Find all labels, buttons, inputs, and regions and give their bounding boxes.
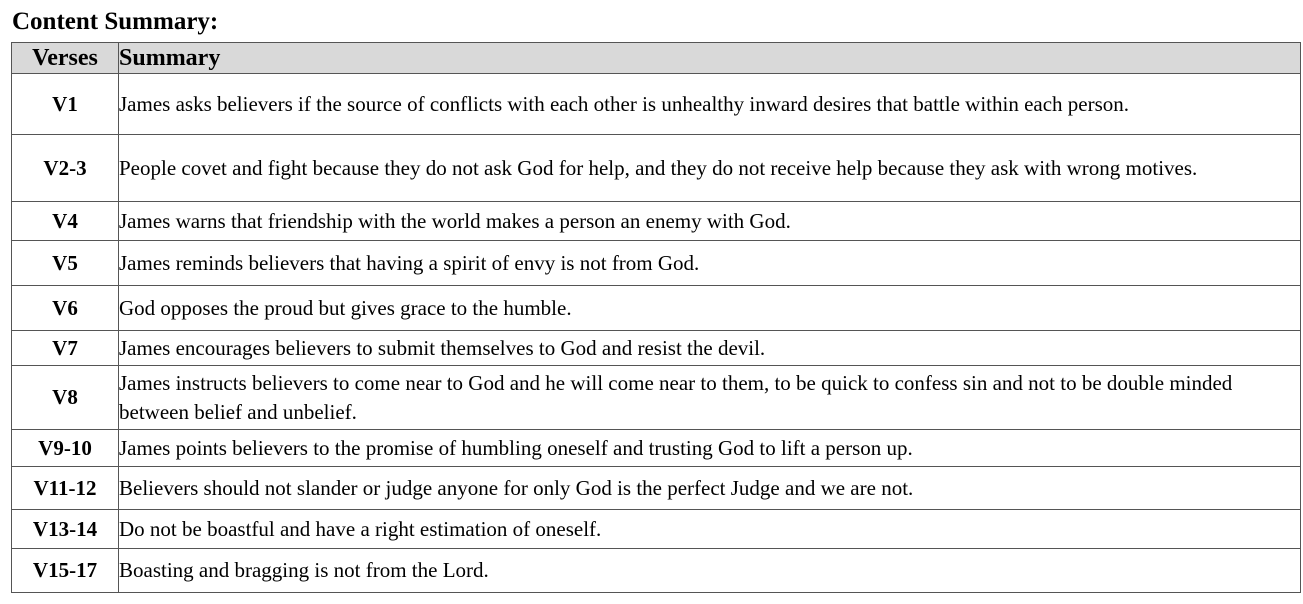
summary-cell: Boasting and bragging is not from the Lord. [119,549,1301,593]
summary-column-header: Summary [119,43,1301,74]
verse-cell: V2-3 [12,135,119,202]
table-row [12,510,1301,549]
table-row [12,331,1301,366]
table-header-row [12,43,1301,74]
table-row [12,286,1301,331]
table-row [12,467,1301,510]
table-row [12,202,1301,241]
summary-cell: James reminds believers that having a spirit of envy is not from God. [119,241,1301,286]
table-row [12,74,1301,135]
content-summary-table [11,42,1301,593]
verse-cell: V1 [12,74,119,135]
verse-cell: V15-17 [12,549,119,593]
summary-cell: James warns that friendship with the world makes a person an enemy with God. [119,202,1301,241]
table-row [12,430,1301,467]
verse-cell: V11-12 [12,467,119,510]
summary-cell: Believers should not slander or judge anyone for only God is the perfect Judge and we are not. [119,467,1301,510]
verses-column-header: Verses [12,43,119,74]
verse-cell: V13-14 [12,510,119,549]
summary-cell: People covet and fight because they do not ask God for help, and they do not receive help because they ask with wrong motives. [119,135,1301,202]
summary-cell: James instructs believers to come near to God and he will come near to them, to be quick to confess sin and not to be double minded between belief and unbelief. [119,366,1301,430]
verse-cell: V6 [12,286,119,331]
summary-cell: James asks believers if the source of conflicts with each other is unhealthy inward desires that battle within each person. [119,74,1301,135]
page-title: Content Summary: [12,8,219,35]
verse-cell: V9-10 [12,430,119,467]
summary-cell: God opposes the proud but gives grace to the humble. [119,286,1301,331]
verse-cell: V5 [12,241,119,286]
summary-cell: Do not be boastful and have a right estimation of oneself. [119,510,1301,549]
table-row [12,366,1301,430]
table-row [12,241,1301,286]
verse-cell: V8 [12,366,119,430]
verse-cell: V7 [12,331,119,366]
table-row [12,135,1301,202]
summary-cell: James points believers to the promise of humbling oneself and trusting God to lift a person up. [119,430,1301,467]
summary-cell: James encourages believers to submit themselves to God and resist the devil. [119,331,1301,366]
table-row [12,549,1301,593]
verse-cell: V4 [12,202,119,241]
